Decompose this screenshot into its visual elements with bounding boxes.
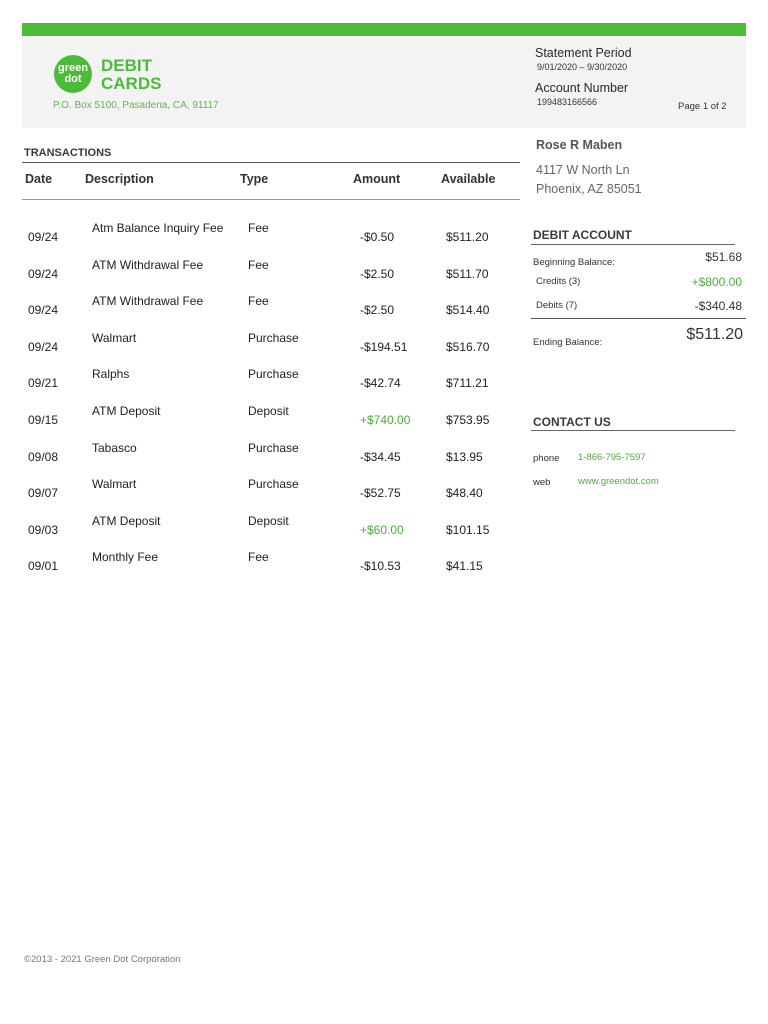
- cell-date: 09/24: [28, 339, 59, 354]
- cell-available: $13.95: [446, 449, 483, 464]
- debits-label: Debits (7): [536, 300, 578, 311]
- cell-date: 09/03: [28, 522, 59, 537]
- cell-description: ATM Deposit: [92, 404, 161, 418]
- cell-amount: -$2.50: [360, 303, 395, 318]
- cell-type: Fee: [248, 294, 269, 309]
- debits-value: -$340.48: [694, 299, 742, 313]
- website-link[interactable]: www.greendot.com: [578, 476, 659, 487]
- cell-amount: -$194.51: [360, 339, 408, 354]
- contact-rule: [531, 430, 735, 431]
- account-number-label: Account Number: [535, 81, 629, 95]
- cell-date: 09/15: [28, 413, 59, 427]
- cell-amount: +$740.00: [360, 413, 411, 427]
- ending-balance-label: Ending Balance:: [533, 337, 603, 348]
- cell-description: Walmart: [92, 330, 137, 345]
- transactions-title: TRANSACTIONS: [24, 147, 112, 159]
- green-dot-logo: [54, 55, 92, 93]
- cell-type: Fee: [248, 257, 269, 272]
- col-header-amount: Amount: [353, 172, 401, 186]
- transactions-header-rule: [22, 199, 520, 200]
- cell-date: 09/07: [28, 486, 59, 501]
- cell-amount: -$10.53: [360, 559, 401, 574]
- statement-period-value: 9/01/2020 – 9/30/2020: [537, 62, 628, 72]
- page-indicator: Page 1 of 2: [678, 101, 727, 112]
- credits-value: +$800.00: [691, 275, 742, 289]
- brand-name: [101, 57, 161, 93]
- cell-description: Walmart: [92, 477, 137, 492]
- cell-type: Purchase: [248, 440, 299, 455]
- cell-description: ATM Withdrawal Fee: [92, 257, 204, 272]
- logo-line2: dot: [64, 73, 82, 85]
- credits-label: Credits (3): [536, 276, 581, 287]
- cell-type: Deposit: [248, 513, 289, 528]
- cell-amount: -$52.75: [360, 486, 401, 501]
- cell-amount: -$0.50: [360, 230, 395, 244]
- cell-type: Fee: [248, 221, 269, 235]
- cell-available: $101.15: [446, 522, 490, 537]
- cell-available: $711.21: [446, 376, 489, 391]
- cell-date: 09/21: [28, 376, 59, 391]
- cell-date: 09/24: [28, 266, 59, 281]
- cell-available: $511.70: [446, 266, 489, 281]
- copyright-footer: ©2013 - 2021 Green Dot Corporation: [24, 954, 181, 965]
- customer-name: Rose R Maben: [536, 138, 623, 152]
- cell-description: ATM Withdrawal Fee: [92, 294, 204, 309]
- ending-balance-rule: [531, 318, 746, 319]
- cell-type: Purchase: [248, 477, 299, 492]
- contact-title: CONTACT US: [533, 415, 611, 429]
- account-number-value: 199483166566: [537, 97, 598, 107]
- customer-address-line1: 4117 W North Ln: [536, 163, 630, 177]
- cell-type: Fee: [248, 550, 269, 565]
- cell-description: Ralphs: [92, 367, 130, 382]
- cell-available: $516.70: [446, 339, 490, 354]
- logo-line1: green: [58, 62, 88, 74]
- col-header-date: Date: [25, 172, 53, 186]
- col-header-description: Description: [85, 172, 154, 186]
- beginning-balance-value: $51.68: [705, 250, 742, 264]
- cell-available: $41.15: [446, 559, 483, 574]
- col-header-available: Available: [441, 172, 496, 186]
- customer-address-line2: Phoenix, AZ 85051: [536, 182, 642, 196]
- cell-date: 09/24: [28, 230, 59, 244]
- brand-line2: CARDS: [101, 74, 162, 93]
- debit-account-rule: [531, 244, 735, 245]
- cell-available: $753.95: [446, 413, 490, 427]
- debit-account-title: DEBIT ACCOUNT: [533, 228, 632, 242]
- cell-date: 09/08: [28, 449, 59, 464]
- cell-amount: -$34.45: [360, 449, 401, 464]
- phone-number[interactable]: 1-866-795-7597: [578, 452, 646, 463]
- cell-amount: +$60.00: [360, 522, 404, 537]
- brand-line1: DEBIT: [101, 56, 152, 75]
- cell-date: 09/01: [28, 559, 59, 574]
- company-address: P.O. Box 5100, Pasadena, CA, 91117: [53, 100, 219, 111]
- cell-type: Deposit: [248, 404, 289, 418]
- statement-period-label: Statement Period: [535, 46, 632, 60]
- cell-available: $511.20: [446, 230, 489, 244]
- transactions-top-rule: [22, 162, 520, 163]
- ending-balance-value: $511.20: [686, 326, 743, 343]
- cell-type: Purchase: [248, 367, 299, 382]
- cell-date: 09/24: [28, 303, 59, 318]
- phone-label: phone: [533, 453, 560, 464]
- brand-color-bar: [22, 23, 746, 36]
- cell-description: Tabasco: [92, 440, 137, 455]
- col-header-type: Type: [240, 172, 269, 186]
- cell-description: ATM Deposit: [92, 513, 161, 528]
- cell-description: Atm Balance Inquiry Fee: [92, 221, 224, 235]
- beginning-balance-label: Beginning Balance:: [533, 257, 615, 268]
- cell-type: Purchase: [248, 330, 299, 345]
- cell-available: $514.40: [446, 303, 490, 318]
- cell-available: $48.40: [446, 486, 483, 501]
- web-label: web: [533, 477, 551, 488]
- cell-amount: -$42.74: [360, 376, 401, 391]
- cell-amount: -$2.50: [360, 266, 395, 281]
- cell-description: Monthly Fee: [92, 550, 159, 565]
